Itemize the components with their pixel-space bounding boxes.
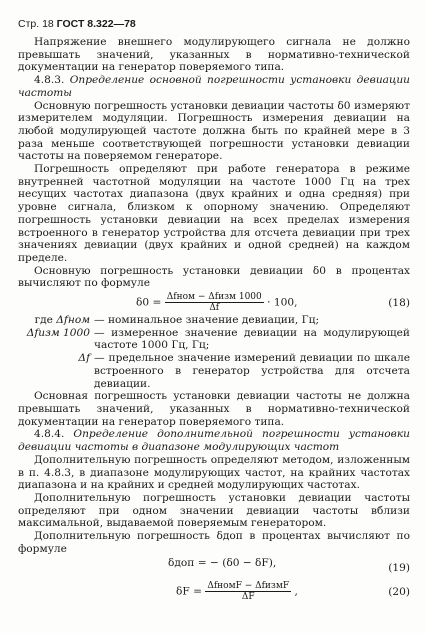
paragraph xyxy=(18,428,410,453)
definition-symbol xyxy=(18,352,94,390)
definition-text: — измеренное значение девиации на модулирующей частоте 1000 Гц, Гц; xyxy=(94,326,410,352)
fraction xyxy=(165,292,264,313)
definition-symbol xyxy=(18,327,94,352)
symbol-text: Δf xyxy=(78,352,90,365)
section-number: 4.8.3. xyxy=(34,74,70,87)
standard-id: ГОСТ 8.322—78 xyxy=(56,18,136,30)
numerator: ΔfномF − ΔfизмF xyxy=(207,581,290,592)
formula-f18 xyxy=(18,290,410,314)
formula-lhs: δ0 = xyxy=(136,296,165,309)
definition-text: — номинальное значение девиации, Гц; xyxy=(94,314,320,327)
paragraph: Основную погрешность установки девиации δ0 в процентах вычисляют по формуле xyxy=(18,264,410,290)
denominator: ΔF xyxy=(241,592,255,603)
section-number: 4.8.4. xyxy=(34,428,74,441)
paragraph: Напряжение внешнего модулирующего сигнала не должно превышать значений, указанных в нормативно-технической документации на генератор поверяемого типа. xyxy=(18,36,410,74)
formula-expression xyxy=(136,292,297,313)
fraction xyxy=(205,581,291,602)
formula-tail: · 100, xyxy=(263,296,298,309)
equation-number: (19) xyxy=(388,562,410,575)
paragraph: Погрешность определяют при работе генератора в режиме внутренней частотной модуляции на частоте 1000 Гц на трех несущих частотах диапазона (двух крайних и одна средняя) при уровне сигнала, близком к опорному значению. Определяют погрешность установки девиации на всех пределах измерения встроенного в генератор устройства для отсчета девиации при трех значениях девиации (двух крайних и одной средней) на каждом пределе. xyxy=(18,163,410,264)
paragraph: Дополнительную погрешность установки девиации частоты определяют при одном значении девиации частоты вблизи максимальной, выдаваемой поверяемым генератором. xyxy=(18,491,410,530)
denominator: Δf xyxy=(209,303,220,314)
definition-intro: где xyxy=(34,314,57,327)
paragraph: Дополнительную погрешность определяют методом, изложенным в п. 4.8.3, в диапазоне модулирующих частот, на крайних частотах диапазона и на крайних и средней модулирующих частотах. xyxy=(18,453,410,492)
symbol-text: Δfизм 1000 xyxy=(26,326,90,339)
document-page xyxy=(18,18,410,603)
formula-f20 xyxy=(18,579,410,603)
paragraph: Основную погрешность установки девиации частоты δ0 измеряют измерителем модуляции. Погрешность измерения девиации на любой модулирующей частоте должна быть по крайней мере в 3 раза меньше соответствующей погрешности установки девиации частоты на поверяемом генераторе. xyxy=(18,99,410,163)
formula-f19 xyxy=(18,555,410,579)
definition-list xyxy=(18,314,410,390)
page-header xyxy=(18,18,410,30)
paragraph: Дополнительную погрешность δдоп в процентах вычисляют по формуле xyxy=(18,530,410,555)
numerator: Δfном − Δfизм 1000 xyxy=(166,292,262,303)
paragraph xyxy=(18,74,410,99)
equation-number: (18) xyxy=(388,297,410,310)
definition-row xyxy=(18,327,410,352)
section-title: Определение дополнительной погрешности установки девиации частоты в диапазоне модулирующих частот xyxy=(18,428,410,454)
equation-number: (20) xyxy=(388,586,410,599)
formula-expression xyxy=(168,557,276,570)
formula-lhs: δдоп = − (δ0 − δF), xyxy=(168,557,277,570)
formula-lhs: δF = xyxy=(176,585,206,598)
formula-expression xyxy=(176,581,298,602)
definition-symbol xyxy=(18,314,94,327)
definition-row xyxy=(18,352,410,390)
definition-row xyxy=(18,314,410,327)
section-title: Определение основной погрешности установки девиации частоты xyxy=(18,74,410,99)
document-body xyxy=(18,36,410,603)
paragraph: Основная погрешность установки девиации частоты не должна превышать значений, указанных в нормативно-технической документации на генератор поверяемого типа. xyxy=(18,390,410,428)
page-number: Стр. 18 xyxy=(18,18,54,30)
definition-text: — предельное значение измерений девиации по шкале встроенного в генератор устройства для отсчета девиации. xyxy=(94,352,410,390)
symbol-text: Δfном xyxy=(56,314,90,327)
formula-tail: , xyxy=(291,585,298,598)
